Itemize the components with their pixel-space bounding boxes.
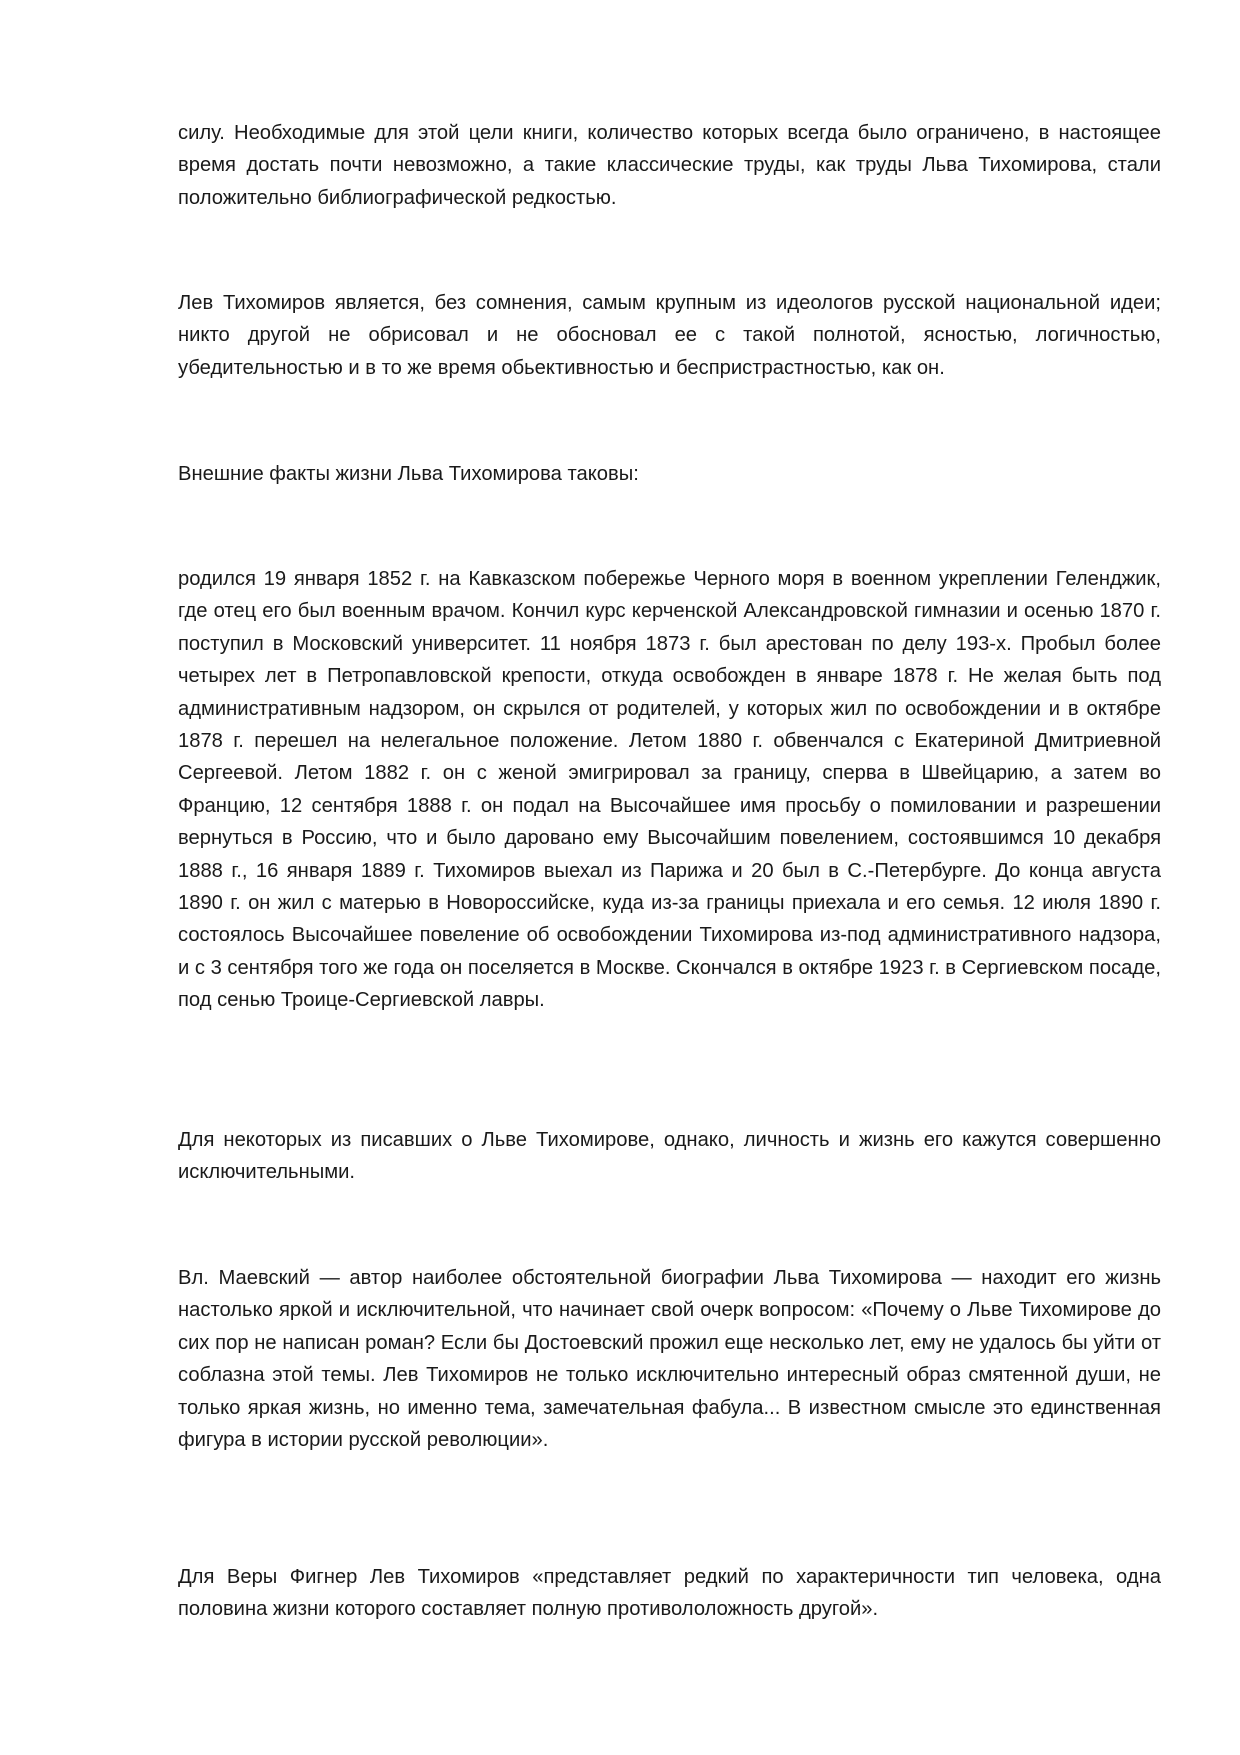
paragraph-figner-quote: Для Веры Фигнер Лев Тихомиров «представляет редкий по характеричности тип человека, одна половина жизни которого составляет полную противололожность другой». [178, 1566, 1161, 1621]
paragraph-intro-continuation: силу. Необходимые для этой цели книги, количество которых всегда было ограничено, в настоящее время достать почти невозможно, а такие классические труды, как труды Льва Тихомирова, стали положительно библиографической редкостью. [178, 122, 1161, 209]
paragraph-biography: родился 19 января 1852 г. на Кавказском побережье Черного моря в военном укреплении Геленджик, где отец его был военным врачом. Кончил курс керченской Александровской гимназии и осенью 1870 г. поступил в Московский университет. 11 ноября 1873 г. был арестован по делу 193-х. Пробыл более четырех лет в Петропавловской крепости, откуда освобожден в январе 1878 г. Не желая быть под административным надзором, он скрылся от родителей, у которых жил по освобождении и в октябре 1878 г. перешел на нелегальное положение. Летом 1880 г. обвенчался с Екатериной Дмитриевной Сергеевой. Летом 1882 г. он с женой эмигрировал за границу, сперва в Швейцарию, а затем во Францию, 12 сентября 1888 г. он подал на Высочайшее имя просьбу о помиловании и разрешении вернуться в Россию, что и было даровано ему Высочайшим повелением, состоявшимся 10 декабря 1888 г., 16 января 1889 г. Тихомиров выехал из Парижа и 20 был в С.-Петербурге. До конца августа 1890 г. он жил с матерью в Новороссийске, куда из-за границы приехала и его семья. 12 июля 1890 г. состоялось Высочайшее повеление об освобождении Тихомирова из-под административного надзора, и с 3 сентября того же года он поселяется в Москве. Скончался в октябре 1923 г. в Сергиевском посаде, под сенью Троице-Сергиевской лавры. [178, 568, 1161, 1012]
paragraph-maevsky-quote: Вл. Маевский — автор наиболее обстоятельной биографии Льва Тихомирова — находит его жизнь настолько яркой и исключительной, что начинает свой очерк вопросом: «Почему о Льве Тихомирове до сих пор не написан роман? Если бы Достоевский прожил еще несколько лет, ему не удалось бы уйти от соблазна этой темы. Лев Тихомиров не только исключительно интересный образ смятенной души, не только яркая жизнь, но именно тема, замечательная фабула... В известном смысле это единственная фигура в истории русской революции». [178, 1267, 1161, 1452]
paragraph-exceptional-life: Для некоторых из писавших о Льве Тихомирове, однако, личность и жизнь его кажутся совершенно исключительными. [178, 1129, 1161, 1184]
paragraph-tikhomirov-ideologist: Лев Тихомиров является, без сомнения, самым крупным из идеологов русской национальной идеи; никто другой не обрисовал и не обосновал ее с такой полнотой, ясностью, логичностью, убедительностью и в то же время обьективностью и беспристрастностью, как он. [178, 292, 1161, 379]
paragraph-external-facts-heading: Внешние факты жизни Льва Тихомирова таковы: [178, 463, 639, 485]
